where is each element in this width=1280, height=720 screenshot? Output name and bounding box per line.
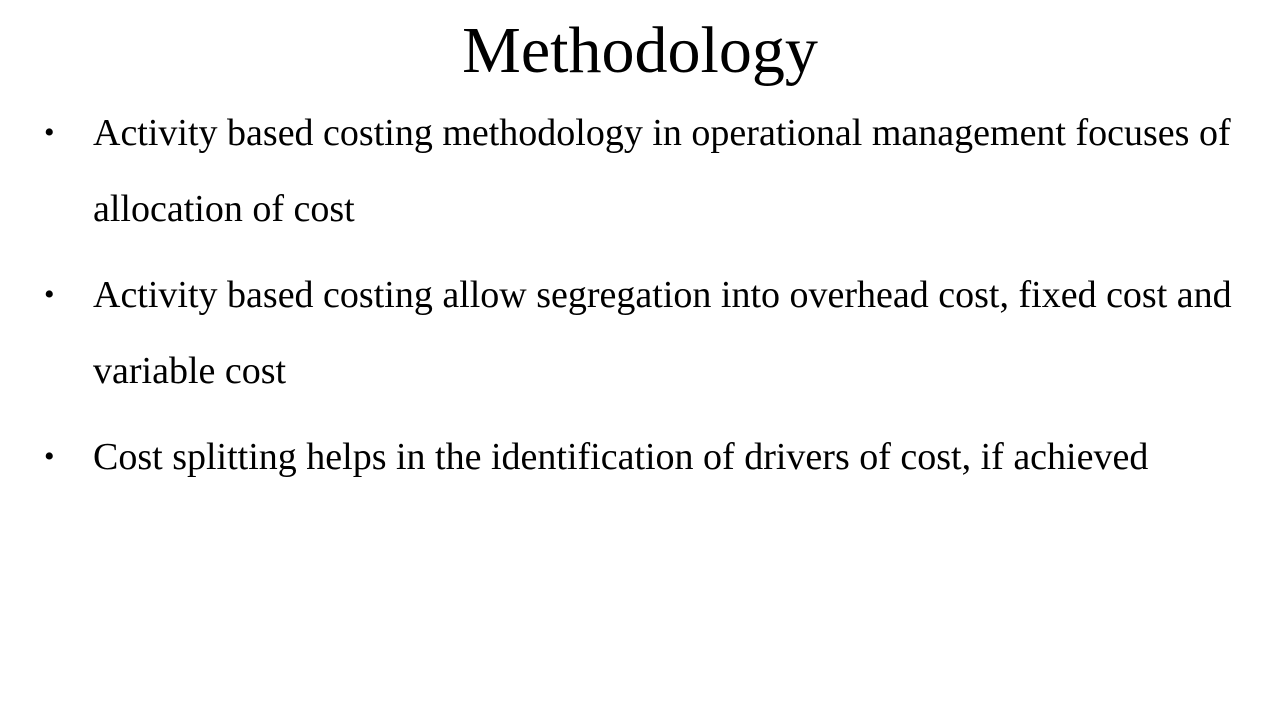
bullet-text: Activity based costing allow segregation into overhead cost, fixed cost and variable cost [93, 274, 1232, 392]
bullet-icon: • [44, 116, 55, 149]
slide-title: Methodology [462, 14, 818, 87]
bullet-text: Cost splitting helps in the identification of drivers of cost, if achieved [93, 436, 1149, 478]
bullet-item [0, 95, 1280, 247]
bullet-icon: • [44, 440, 55, 473]
bullet-text: Activity based costing methodology in operational management focuses of allocation of cost [93, 112, 1231, 230]
bullet-item [0, 257, 1280, 409]
bullet-list [0, 95, 1280, 505]
bullet-item [0, 419, 1280, 495]
bullet-icon: • [44, 278, 55, 311]
